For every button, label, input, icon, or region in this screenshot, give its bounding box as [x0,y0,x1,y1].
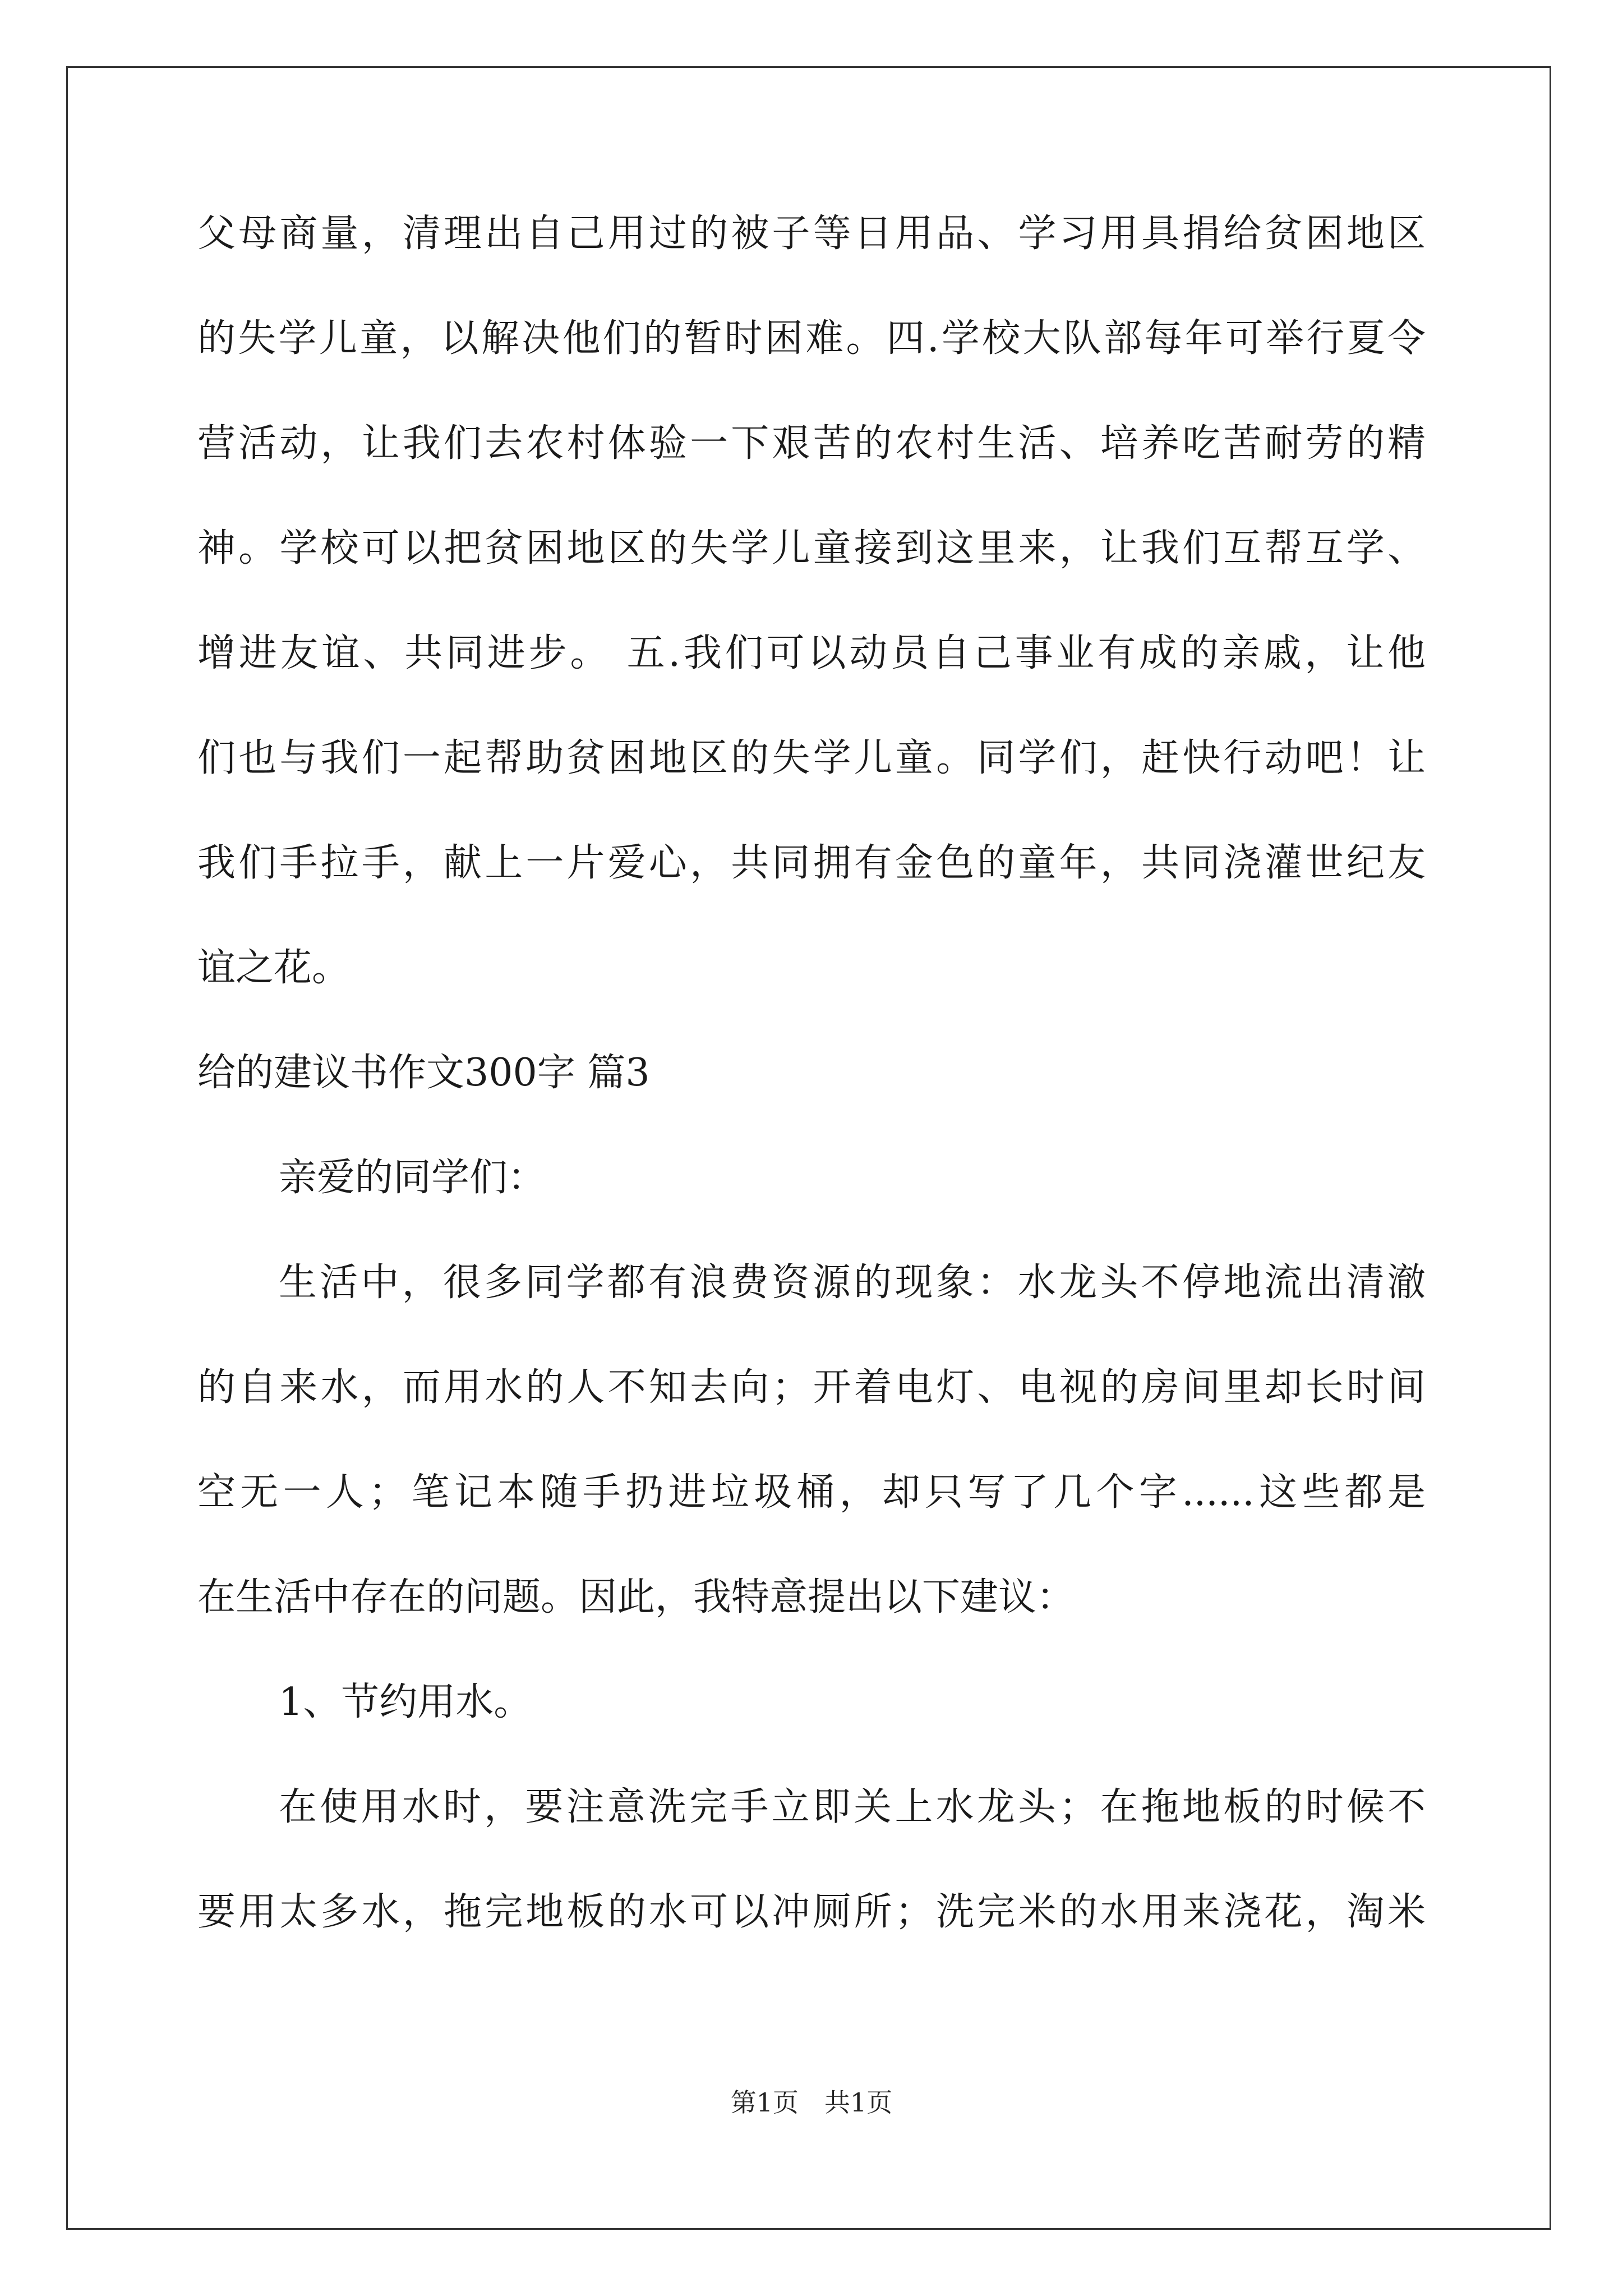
paragraph-line: 空无一人；笔记本随手扔进垃圾桶，却只写了几个字......这些都是 [197,1470,1426,1515]
page-footer: 第1页 共1页 [730,2087,893,2118]
paragraph-line: 在使用水时，要注意洗完手立即关上水龙头；在拖地板的时候不 [279,1785,1426,1829]
paragraph-line: 在生活中存在的问题。因此，我特意提出以下建议： [197,1575,1075,1619]
paragraph-line: 增进友谊、共同进步。 五.我们可以动员自己事业有成的亲戚，让他 [197,631,1426,675]
paragraph-line: 要用太多水，拖完地板的水可以冲厕所；洗完米的水用来浇花，淘米 [197,1890,1426,1934]
paragraph-line: 生活中，很多同学都有浪费资源的现象：水龙头不停地流出清澈 [279,1260,1426,1305]
paragraph-line: 谊之花。 [197,946,351,990]
paragraph-line: 营活动，让我们去农村体验一下艰苦的农村生活、培养吃苦耐劳的精 [197,421,1426,466]
paragraph-line: 我们手拉手，献上一片爱心，共同拥有金色的童年，共同浇灌世纪友 [197,841,1426,885]
paragraph-line: 的自来水，而用水的人不知去向；开着电灯、电视的房间里却长时间 [197,1365,1426,1410]
paragraph-line: 们也与我们一起帮助贫困地区的失学儿童。同学们，赶快行动吧！让 [197,736,1426,780]
list-item-heading: 1、节约用水。 [279,1680,532,1724]
section-heading: 给的建议书作文300字 篇3 [197,1051,650,1095]
paragraph-line: 父母商量，清理出自己用过的被子等日用品、学习用具捐给贫困地区 [197,211,1426,256]
paragraph-line: 神。学校可以把贫困地区的失学儿童接到这里来，让我们互帮互学、 [197,526,1426,570]
salutation: 亲爱的同学们： [279,1156,546,1200]
paragraph-line: 的失学儿童，以解决他们的暂时困难。四.学校大队部每年可举行夏令 [197,316,1426,361]
